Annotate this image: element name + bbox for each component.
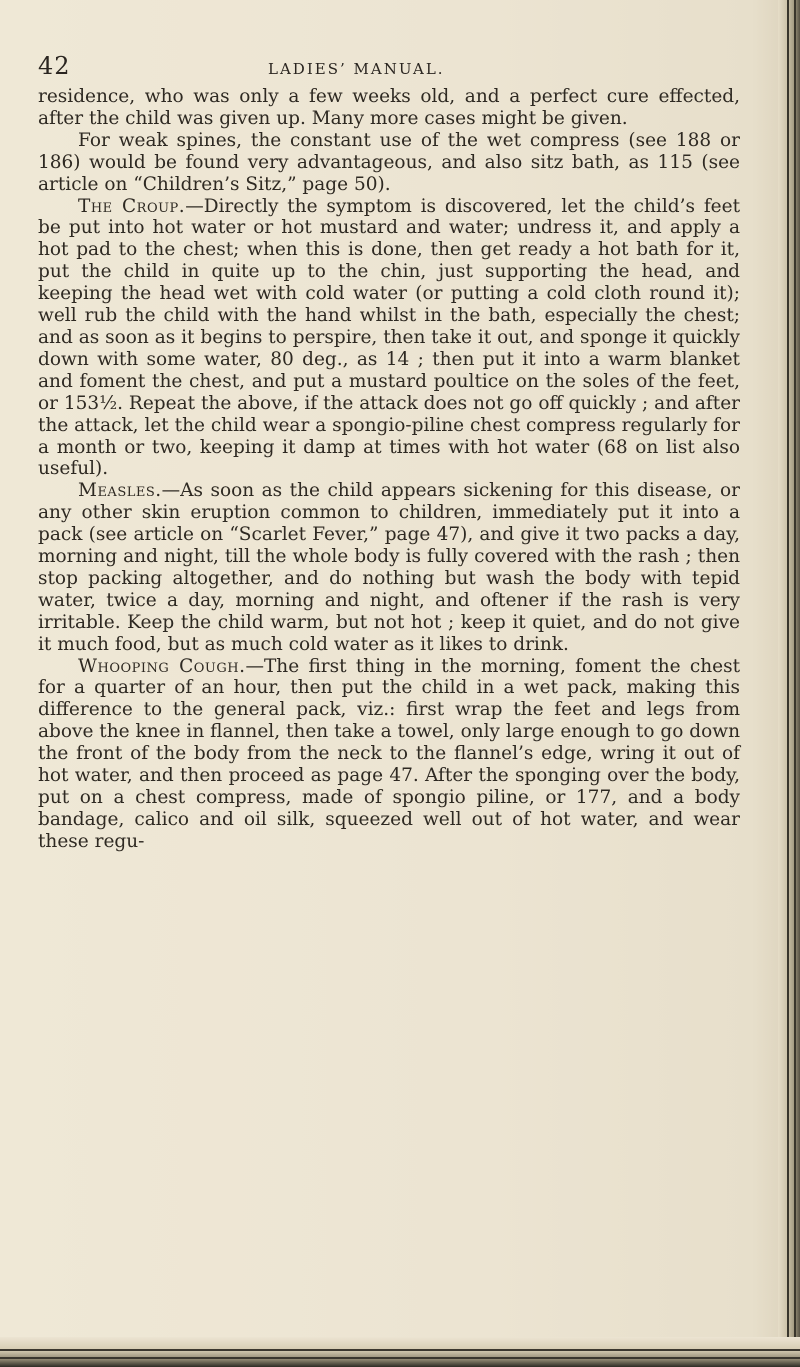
section-heading-measles: Measles. [78, 480, 162, 502]
edge-line [0, 1357, 800, 1359]
page-bottom-edge [0, 1337, 800, 1367]
page-header [38, 52, 738, 82]
paragraph-whooping-cough [38, 656, 740, 853]
paragraph-weak-spines: For weak spines, the constant use of the wet compress (see 188 or 186) would be found very advantageous, and also sitz bath, as 115 (see article on “Children’s Sitz,” page 50). [38, 129, 740, 195]
paragraph-croup [38, 196, 740, 481]
paragraph-measles [38, 480, 740, 655]
edge-stripe [794, 0, 796, 1367]
section-heading-croup: The Croup. [78, 195, 186, 217]
running-head: LADIES’ MANUAL. [268, 60, 445, 78]
page-body [38, 86, 740, 853]
section-heading-whooping-cough: Whooping Cough. [78, 655, 246, 677]
page-number: 42 [38, 52, 71, 80]
measles-text: —As soon as the child appears sickening for this disease, or any other skin eruption common to children, immediately put it into a pack (see article on “Scarlet Fever,” page 47), and give it two packs a day, morning and night, till the whole body is fully covered with the rash ; then stop packing altogether, and do nothing but wash the body with tepid water, twice a day, morning and night, and oftener if the rash is very irritable. Keep the child warm, but not hot ; keep it quiet, and do not give it much food, but as much cold water as it likes to drink. [38, 480, 740, 655]
page-binding-edge [778, 0, 800, 1367]
whooping-cough-text: —The first thing in the morning, foment the chest for a quarter of an hour, then put the child in a wet pack, making this difference to the general pack, viz.: first wrap the feet and legs from above the knee in flannel, then take a towel, only large enough to go down the front of the body from the neck to the flannel’s edge, wring it out of hot water, and then proceed as page 47. After the sponging over the body, put on a chest compress, made of spongio piline, or 177, and a body bandage, calico and oil silk, squeezed well out of hot water, and wear these regu- [38, 655, 740, 852]
croup-text: —Directly the symptom is discovered, let the child’s feet be put into hot water or hot mustard and water; undress it, and apply a hot pad to the chest; when this is done, then get ready a hot bath for it, put the child in quite up to the chin, just supporting the head, and keeping the head wet with cold water (or putting a cold cloth round it); well rub the child with the hand whilst in the bath, especially the chest; and as soon as it begins to perspire, then take it out, and sponge it quickly down with some water, 80 deg., as 14 ; then put it into a warm blanket and foment the chest, and put a mustard poultice on the soles of the feet, or 153½. Repeat the above, if the attack does not go off quickly ; and after the attack, let the child wear a spongio-piline chest compress regularly for a month or two, keeping it damp at times with hot water (68 on list also useful). [38, 195, 740, 480]
edge-stripe [787, 0, 789, 1367]
edge-line [0, 1349, 800, 1351]
paragraph-continuation: residence, who was only a few weeks old, and a perfect cure effected, after the child was given up. Many more cases might be given. [38, 86, 740, 129]
